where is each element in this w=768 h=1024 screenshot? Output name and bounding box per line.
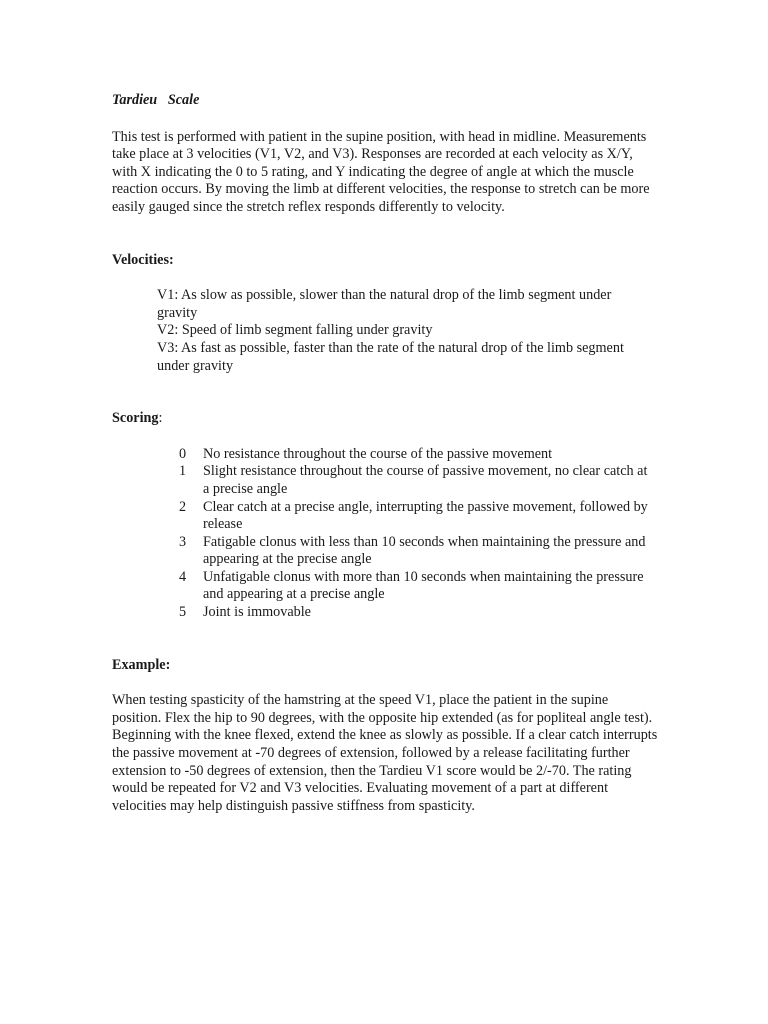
score-item-5 (179, 604, 649, 622)
score-description: Unfatigable clonus with more than 10 seconds when maintaining the pressure and appearing at a precise angle (203, 568, 644, 603)
score-description: Joint is immovable (203, 604, 311, 621)
score-item-2 (179, 499, 649, 534)
scoring-heading (112, 410, 660, 428)
score-item-0 (179, 446, 649, 464)
velocity-item-v3: V3: As fast as possible, faster than the rate of the natural drop of the limb segment under gravity (157, 339, 624, 374)
score-description: Slight resistance throughout the course of passive movement, no clear catch at a precise angle (203, 463, 648, 497)
score-number: 4 (179, 568, 187, 585)
intro-paragraph: This test is performed with patient in the supine position, with head in midline. Measurements take place at 3 velocities (V1, V2, and V3). Responses are recorded at each velocity as X/Y, with X indicating the 0 to 5 rating, and Y indicating the degree of angle at which the muscle reaction occurs. By moving the limb at different velocities, the response to stretch can be more easily gauged since the stretch reflex responds differently to velocity. (112, 128, 650, 215)
score-number: 2 (179, 498, 187, 515)
velocities-heading: Velocities: (112, 251, 174, 268)
document-title: Tardieu Scale (112, 92, 200, 108)
velocities-list (157, 287, 647, 375)
velocity-item-v1: V1: As slow as possible, slower than the natural drop of the limb segment under gravity (157, 287, 612, 321)
scoring-heading-colon: : (158, 410, 163, 427)
scoring-list (179, 446, 649, 622)
score-item-4 (179, 569, 649, 604)
score-description: Clear catch at a precise angle, interrupting the passive movement, followed by release (203, 498, 648, 533)
example-heading: Example: (112, 656, 171, 673)
score-description: Fatigable clonus with less than 10 seconds when maintaining the pressure and appearing at the precise angle (203, 533, 646, 568)
score-number: 1 (179, 463, 187, 480)
score-number: 3 (179, 533, 187, 550)
example-paragraph: When testing spasticity of the hamstring at the speed V1, place the patient in the supine position. Flex the hip to 90 degrees, with the opposite hip extended (as for popliteal angle test). Beginning with the knee flexed, extend the knee as slowly as possible. If a clear catch interrupts the passive movement at -70 degrees of extension, followed by a release facilitating further extension to -50 degrees of extension, then the Tardieu V1 score would be 2/-70. The rating would be repeated for V2 and V3 velocities. Evaluating movement of a part at different velocities may help distinguish passive stiffness from spasticity. (112, 692, 658, 814)
velocity-item-v2: V2: Speed of limb segment falling under gravity (157, 322, 433, 339)
document-page (112, 92, 660, 815)
score-description: No resistance throughout the course of the passive movement (203, 445, 553, 462)
score-item-3 (179, 534, 649, 569)
score-number: 0 (179, 445, 187, 462)
scoring-heading-label: Scoring (112, 410, 159, 427)
score-number: 5 (179, 604, 187, 621)
score-item-1 (179, 463, 649, 498)
